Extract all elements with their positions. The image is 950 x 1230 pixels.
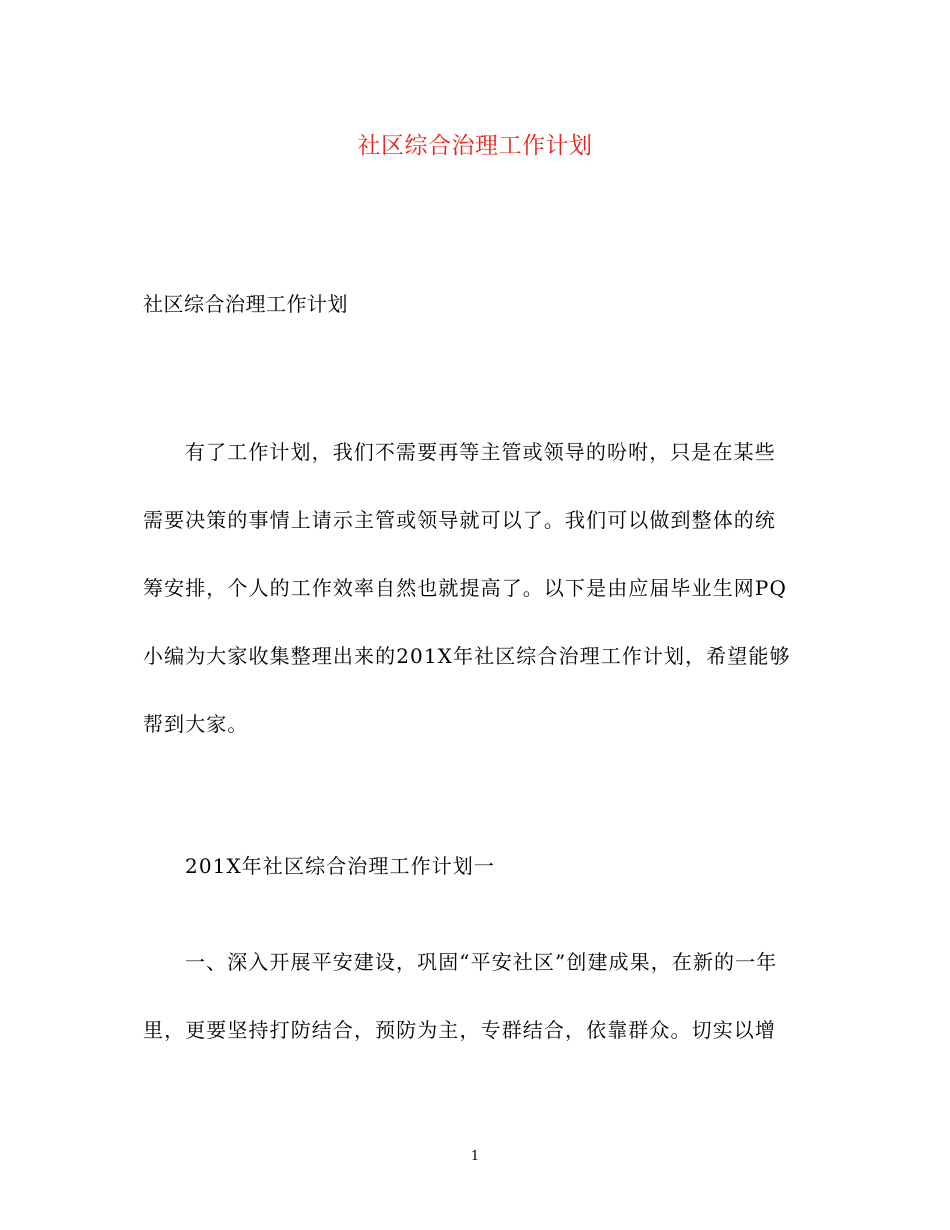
- paragraph-line: 一、深入开展平安建设，巩固“平安社区”创建成果，在新的一年: [185, 950, 778, 974]
- paragraph-line: 筹安排，个人的工作效率自然也就提高了。以下是由应届毕业生网PQ: [143, 576, 787, 600]
- page-number: 1: [470, 1149, 480, 1164]
- paragraph-line: 帮到大家。: [143, 712, 249, 736]
- paragraph-line: 里，更要坚持打防结合，预防为主，专群结合，依靠群众。切实以增: [143, 1018, 776, 1042]
- document-title: 社区综合治理工作计划: [357, 133, 593, 159]
- intro-paragraph: [143, 434, 808, 774]
- paragraph-line: 有了工作计划，我们不需要再等主管或领导的吩咐，只是在某些: [185, 440, 776, 464]
- paragraph-line: 小编为大家收集整理出来的201X年社区综合治理工作计划，希望能够: [143, 644, 791, 668]
- document-subtitle: 社区综合治理工作计划: [143, 292, 348, 316]
- paragraph-line: 需要决策的事情上请示主管或领导就可以了。我们可以做到整体的统: [143, 508, 776, 532]
- section-heading-block: [143, 848, 808, 916]
- section-heading: 201X年社区综合治理工作计划一: [185, 854, 496, 878]
- section1-paragraph: [143, 944, 808, 1080]
